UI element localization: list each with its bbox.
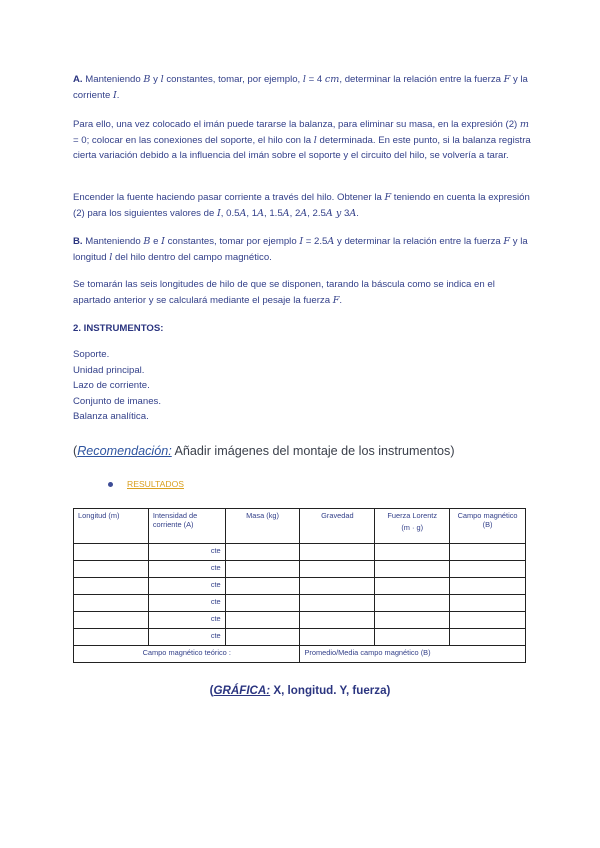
table-row: cte — [74, 561, 526, 578]
table-row: cte — [74, 612, 526, 629]
paragraph-current: Encender la fuente haciendo pasar corriente a través del hilo. Obtener la F teniendo en cuenta la expresión (2) para los siguientes valores de I, 0.5A, 1A, 1.5A, 2A, 2.5A y 3A. — [73, 192, 530, 219]
instrument-item: Lazo de corriente. — [73, 380, 150, 391]
paragraph-a: A. Manteniendo B y l constantes, tomar, por ejemplo, l = 4 cm, determinar la relación entre la fuerza F y la corriente I. — [73, 74, 528, 101]
recommendation: (Recomendación: Añadir imágenes del montaje de los instrumentos) — [73, 444, 455, 458]
instrument-item: Balanza analítica. — [73, 411, 149, 422]
table-row: cte — [74, 629, 526, 646]
bullet-icon — [108, 482, 113, 487]
results-link[interactable]: RESULTADOS — [127, 479, 184, 489]
paragraph-tare: Para ello, una vez colocado el imán puede tararse la balanza, para eliminar su masa, en la expresión (2) m = 0; colocar en las conexiones del soporte, el hilo con la l determinada. En este punto, si la balanza registra cierta variación debido a la influencia del imán sobre el soporte y el circuito del hilo, se volvería a tarar. — [73, 119, 531, 161]
table-row: cte — [74, 578, 526, 595]
instrument-item: Conjunto de imanes. — [73, 395, 161, 407]
header-field: Campo magnético (B) — [450, 509, 526, 544]
header-current: Intensidad de corriente (A) — [148, 509, 225, 544]
theoretical-field-label: Campo magnético teórico : — [74, 646, 300, 663]
paragraph-lengths: Se tomarán las seis longitudes de hilo de que se disponen, tarando la báscula como se indica en el apartado anterior y se calculará mediante el pesaje la fuerza F. — [73, 279, 495, 306]
table-row: cte — [74, 544, 526, 561]
table-footer-row — [74, 646, 526, 663]
instrument-item: Soporte. — [73, 349, 110, 360]
results-table — [73, 508, 526, 663]
average-field-label: Promedio/Media campo magnético (B) — [300, 646, 526, 663]
header-length: Longitud (m) — [74, 509, 149, 544]
header-mass: Masa (kg) — [225, 509, 300, 544]
header-gravity: Gravedad — [300, 509, 375, 544]
results-bullet — [108, 479, 184, 489]
instruments-title: 2. INSTRUMENTOS: — [73, 323, 164, 334]
instruments-list — [73, 347, 161, 425]
header-lorentz: Fuerza Lorentz (m · g) — [375, 509, 450, 544]
instrument-item: Unidad principal. — [73, 364, 145, 376]
table-row: cte — [74, 595, 526, 612]
table-header-row — [74, 509, 526, 544]
paragraph-b: B. Manteniendo B e I constantes, tomar por ejemplo I = 2.5A y determinar la relación entre la fuerza F y la longitud l del hilo dentro del campo magnético. — [73, 236, 528, 263]
graph-caption: (GRÁFICA: X, longitud. Y, fuerza) — [209, 684, 391, 697]
